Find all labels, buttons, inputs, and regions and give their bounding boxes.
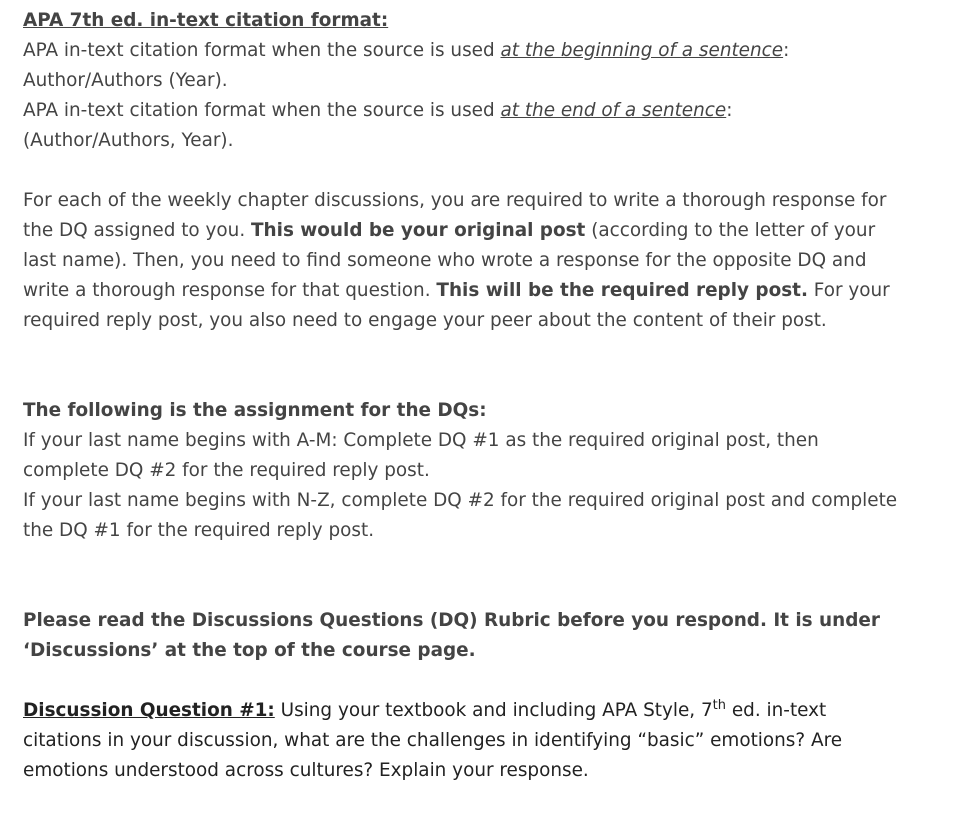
- instructions-bold2: This will be the required reply post.: [436, 280, 808, 301]
- assignment-heading: The following is the assignment for the DQs:: [23, 400, 487, 421]
- assignment-line-nz: If your last name begins with N-Z, complete DQ #2 for the required original post and complete the DQ #1 for the required reply post.: [23, 490, 898, 541]
- instructions-part2: (according to the letter of your last name). Then, you need to find someone who wrote a response for the opposite DQ and write a thorough response for that question.: [23, 220, 876, 301]
- apa-end-emphasis: at the end of a sentence: [500, 100, 727, 121]
- spacer: [23, 666, 903, 696]
- apa-beginning-prefix: APA in-text citation format when the source is used: [23, 40, 501, 61]
- apa-beginning-rule: [23, 36, 903, 66]
- spacer: [23, 336, 903, 396]
- instructions-paragraph: [23, 186, 903, 336]
- apa-beginning-emphasis: at the beginning of a sentence: [500, 40, 784, 61]
- dq1-text-before: Using your textbook and including APA Style, 7: [274, 700, 713, 721]
- dq1-text-after: ed. in-text citations in your discussion, what are the challenges in identifying “basic” emotions? Are emotions understood across cultures? Explain your response.: [23, 700, 843, 781]
- instructions-part1: For each of the weekly chapter discussions, you are required to write a thorough response for the DQ assigned to you.: [23, 190, 887, 241]
- dq1-title: Discussion Question #1:: [23, 700, 275, 721]
- dq1-superscript: th: [712, 698, 727, 713]
- spacer: [23, 156, 903, 186]
- apa-heading-text: APA 7th ed. in-text citation format:: [23, 10, 389, 31]
- apa-end-prefix: APA in-text citation format when the source is used: [23, 100, 501, 121]
- instructions-part3: For your required reply post, you also need to engage your peer about the content of their post.: [23, 280, 890, 331]
- apa-end-suffix: :: [726, 100, 733, 121]
- spacer: [23, 546, 903, 606]
- assignment-line-am: If your last name begins with A-M: Complete DQ #1 as the required original post, then complete DQ #2 for the required reply post.: [23, 430, 819, 481]
- instructions-bold1: This would be your original post: [251, 220, 586, 241]
- apa-beginning-example: Author/Authors (Year).: [23, 70, 228, 91]
- dq1-paragraph: [23, 696, 903, 786]
- apa-end-rule: [23, 96, 903, 126]
- apa-heading: [23, 6, 903, 36]
- apa-end-example: (Author/Authors, Year).: [23, 130, 234, 151]
- rubric-note: Please read the Discussions Questions (DQ) Rubric before you respond. It is under ‘Discussions’ at the top of the course page.: [23, 610, 880, 661]
- apa-beginning-suffix: :: [783, 40, 790, 61]
